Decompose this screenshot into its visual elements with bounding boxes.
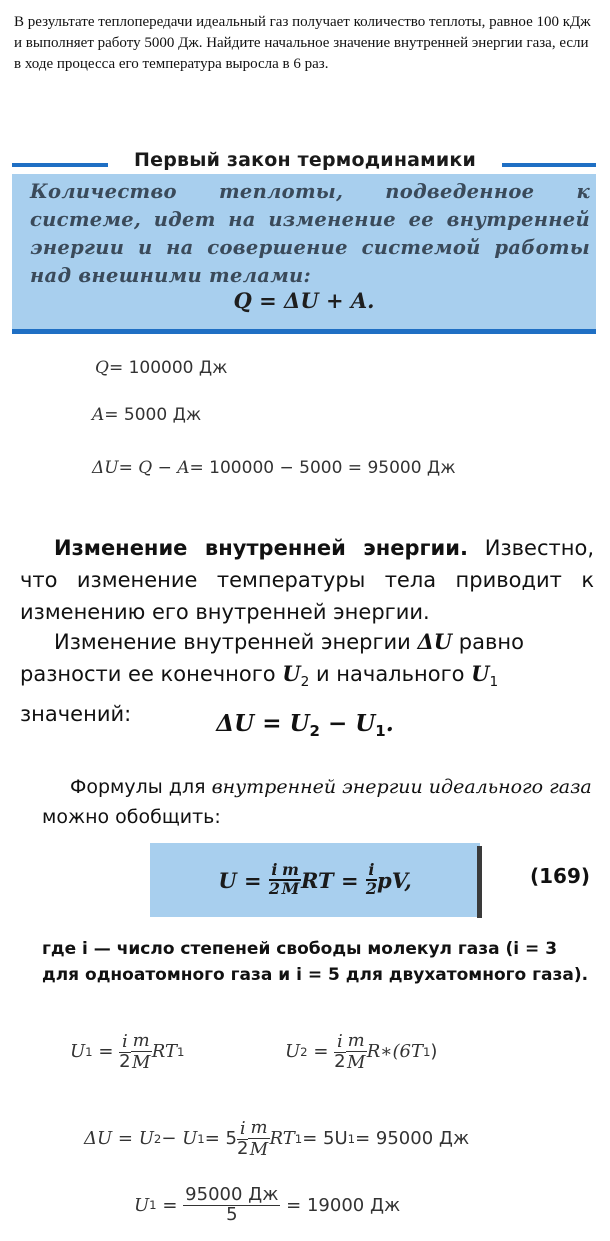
frac-num: m xyxy=(282,860,299,880)
u2-tail-sub: 1 xyxy=(422,1044,431,1059)
frac-num: m xyxy=(132,1030,150,1051)
p2-u1: U xyxy=(471,661,490,686)
eq-lhs: ΔU = U xyxy=(216,710,310,737)
frac-m-M xyxy=(280,862,301,898)
frac-num: i xyxy=(119,1031,130,1053)
textbook-paragraph-1 xyxy=(20,532,594,628)
law-box xyxy=(12,174,596,330)
du-var: ΔU xyxy=(92,458,119,478)
u1-eq: = xyxy=(98,1041,114,1062)
formula-169 xyxy=(150,843,480,917)
du-f: = 95000 Дж xyxy=(355,1128,470,1149)
u2-close: ) xyxy=(430,1041,438,1062)
p2-c: и начального xyxy=(309,662,472,686)
u2-lhs: U xyxy=(285,1041,301,1062)
u1-sub: 1 xyxy=(85,1044,93,1059)
calc-du xyxy=(92,458,456,478)
frac-den: 2 xyxy=(119,1051,131,1073)
res-sub: 1 xyxy=(149,1198,157,1213)
law-title: Первый закон термодинамики xyxy=(134,149,477,171)
law-bottom-line xyxy=(12,329,596,334)
frac-den: 5 xyxy=(226,1203,238,1225)
p3-italic: внутренней энергии идеального газа xyxy=(211,776,592,798)
du-e: = 5U xyxy=(302,1128,348,1149)
u2-sub: 2 xyxy=(300,1044,308,1059)
du-c: = 5 xyxy=(204,1128,237,1149)
f169-pv: pV, xyxy=(377,867,412,893)
p2-b: равно разности ее конечного xyxy=(20,630,524,686)
calc-a xyxy=(92,405,201,425)
du-sub1: 1 xyxy=(197,1131,205,1146)
f169-rt: RT = xyxy=(300,867,359,893)
frac-i-2 xyxy=(237,1118,248,1159)
u1-lhs: U xyxy=(70,1041,86,1062)
a-var: A xyxy=(92,405,105,425)
frac-num: i xyxy=(237,1118,248,1140)
u2-eq: = xyxy=(313,1041,329,1062)
frac-den: M xyxy=(346,1052,366,1073)
frac-m-M xyxy=(346,1030,367,1073)
frac-i-2 xyxy=(119,1031,130,1072)
p2-du: ΔU xyxy=(417,629,453,654)
law-formula: Q = ΔU + A. xyxy=(233,288,375,313)
p2-u1-sub: 1 xyxy=(489,674,499,690)
frac-num: i xyxy=(366,862,377,881)
eq-sub1: 1 xyxy=(375,722,386,740)
frac-num: m xyxy=(250,1117,268,1138)
title-line-right xyxy=(502,163,596,167)
law-title-bar xyxy=(12,145,596,175)
p2-d: значений: xyxy=(20,702,132,726)
du-d: RT xyxy=(269,1128,295,1149)
formula-number: (169) xyxy=(530,864,591,888)
calc-q xyxy=(95,358,227,378)
frac-m-M xyxy=(131,1030,152,1073)
frac-den: M xyxy=(281,879,300,898)
solution-du xyxy=(84,1117,469,1160)
textbook-paragraph-4: где i — число степеней свободы молекул газа (i = 3 для одноатомного газа и i = 5 для двухатомного газа). xyxy=(42,939,589,985)
frac-num: i xyxy=(334,1031,345,1053)
frac-den: 2 xyxy=(268,879,281,898)
du-mid: = Q − A xyxy=(118,458,190,478)
solution-result xyxy=(134,1186,400,1225)
eq-end: . xyxy=(385,710,394,737)
frac-num: i xyxy=(269,862,280,881)
p1-heading: Изменение внутренней энергии. xyxy=(54,536,468,560)
q-var: Q xyxy=(95,358,109,378)
du-sub1b: 1 xyxy=(294,1131,303,1146)
frac-result xyxy=(183,1186,280,1225)
f169-u: U = xyxy=(218,867,262,893)
res-rhs: = 19000 Дж xyxy=(286,1194,401,1216)
frac-den: 2 xyxy=(237,1138,249,1160)
du-rhs: = 100000 − 5000 = 95000 Дж xyxy=(189,458,456,478)
du-a: ΔU = U xyxy=(84,1128,154,1149)
solution-u2 xyxy=(285,1030,437,1073)
frac-den: 2 xyxy=(365,879,378,898)
u1-tail: RT xyxy=(151,1041,177,1062)
p2-a: Изменение внутренней энергии xyxy=(54,630,418,654)
res-lhs: U xyxy=(134,1194,150,1216)
frac-den: 2 xyxy=(334,1051,346,1073)
a-rhs: = 5000 Дж xyxy=(104,405,202,425)
frac-m-M xyxy=(248,1117,269,1160)
q-rhs: = 100000 Дж xyxy=(108,358,228,378)
problem-statement: В результате теплопередачи идеальный газ получает количество теплоты, равное 100 кДж и выполняет работу 5000 Дж. Найдите начальное значение внутренней энергии газа, если в ходе процесса его температура выросла в 6 раз. xyxy=(14,14,591,72)
du-sub1c: 1 xyxy=(347,1131,356,1146)
res-eq: = xyxy=(162,1194,178,1216)
frac-den: M xyxy=(249,1139,269,1160)
frac-i-2 xyxy=(334,1031,345,1072)
u2-tail: R∗(6T xyxy=(366,1041,423,1062)
du-b: − U xyxy=(161,1128,198,1149)
eq-sub2: 2 xyxy=(309,722,320,740)
frac-num: 95000 Дж xyxy=(185,1184,279,1205)
title-line-left xyxy=(12,163,108,167)
law-text: Количество теплоты, подведенное к системе, идет на изменение ее внутренней энергии и на совершение системой работы над внешними телами: xyxy=(30,180,590,287)
textbook-paragraph-3 xyxy=(42,772,592,832)
p1-rest: Известно, что изменение температуры тела приводит к изменению его внутренней энергии. xyxy=(20,536,594,624)
frac-i-2 xyxy=(269,862,280,898)
eq-mid: − U xyxy=(319,710,376,737)
p2-u2: U xyxy=(282,661,301,686)
p3-b: можно обобщить: xyxy=(42,806,221,828)
frac-den: M xyxy=(131,1052,151,1073)
p3-a: Формулы для xyxy=(70,776,212,798)
solution-u1 xyxy=(70,1030,184,1073)
du-sub2: 2 xyxy=(153,1131,162,1146)
p2-u2-sub: 2 xyxy=(300,674,310,690)
frac-i-2b xyxy=(366,862,377,898)
u1-tail-sub: 1 xyxy=(176,1044,185,1059)
frac-num: m xyxy=(347,1030,365,1051)
equation-du xyxy=(0,710,610,740)
